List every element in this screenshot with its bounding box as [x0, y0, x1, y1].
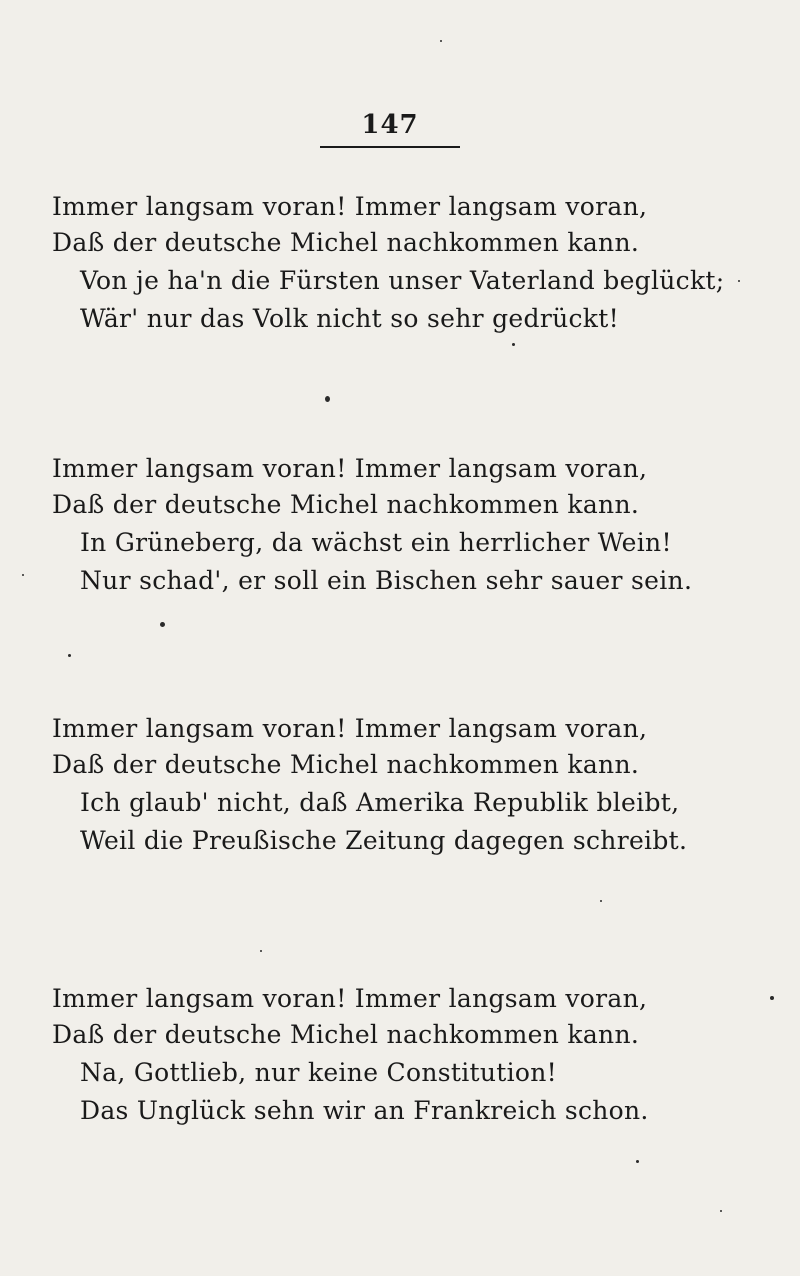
- verse-line: Ich glaub' nicht, daß Amerika Republik bleibt,: [80, 788, 680, 817]
- verse-line: Weil die Preußische Zeitung dagegen schreibt.: [80, 826, 688, 855]
- verse-line: Von je ha'n die Fürsten unser Vaterland beglückt;: [80, 266, 725, 295]
- paper-speck: [260, 950, 262, 952]
- verse-line: Immer langsam voran! Immer langsam voran,: [52, 192, 648, 221]
- verse-line: Immer langsam voran! Immer langsam voran,: [52, 984, 648, 1013]
- paper-speck: [22, 574, 24, 576]
- paper-speck: [325, 396, 330, 402]
- verse-line: Daß der deutsche Michel nachkommen kann.: [52, 228, 640, 257]
- verse-line: Nur schad', er soll ein Bischen sehr sauer sein.: [80, 566, 693, 595]
- verse-line: Immer langsam voran! Immer langsam voran,: [52, 454, 648, 483]
- verse-line: In Grüneberg, da wächst ein herrlicher Wein!: [80, 528, 672, 557]
- paper-speck: [440, 40, 442, 42]
- paper-speck: [738, 280, 740, 282]
- verse-line: Daß der deutsche Michel nachkommen kann.: [52, 1020, 640, 1049]
- verse-line: Daß der deutsche Michel nachkommen kann.: [52, 750, 640, 779]
- paper-speck: [512, 343, 515, 346]
- verse-line: Das Unglück sehn wir an Frankreich schon.: [80, 1096, 649, 1125]
- paper-speck: [160, 622, 165, 627]
- paper-speck: [720, 1210, 722, 1212]
- paper-speck: [770, 996, 774, 1000]
- verse-line: Wär' nur das Volk nicht so sehr gedrückt!: [80, 304, 619, 333]
- paper-speck: [68, 654, 71, 657]
- header-rule: [320, 146, 460, 148]
- verse-line: Daß der deutsche Michel nachkommen kann.: [52, 490, 640, 519]
- verse-line: Immer langsam voran! Immer langsam voran,: [52, 714, 648, 743]
- paper-speck: [636, 1160, 639, 1163]
- paper-speck: [600, 900, 602, 902]
- verse-line: Na, Gottlieb, nur keine Constitution!: [80, 1058, 557, 1087]
- page-number: 147: [361, 110, 419, 140]
